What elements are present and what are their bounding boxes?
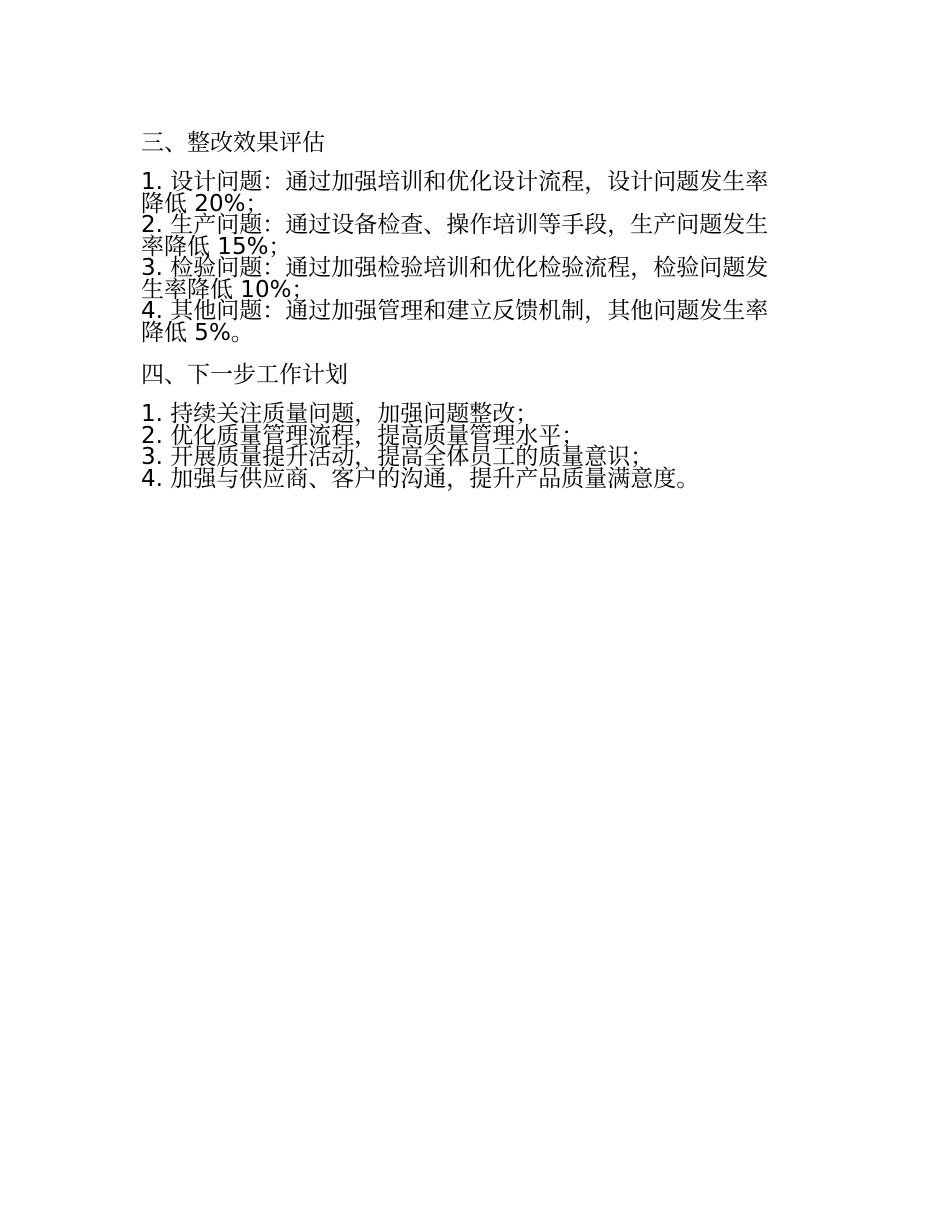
list-item: 2. 优化质量管理流程，提高质量管理水平； <box>141 422 585 449</box>
list-item: 3. 检验问题：通过加强检验培训和优化检验流程，检验问题发生率降低 10%； <box>141 255 769 303</box>
section-heading: 四、下一步工作计划 <box>141 362 348 388</box>
section-heading: 三、整改效果评估 <box>141 130 325 156</box>
list-item: 4. 其他问题：通过加强管理和建立反馈机制，其他问题发生率降低 5%。 <box>141 298 769 346</box>
list-item: 3. 开展质量提升活动，提高全体员工的质量意识； <box>141 444 654 470</box>
list-item: 4. 加强与供应商、客户的沟通，提升产品质量满意度。 <box>141 465 700 492</box>
list-item: 1. 设计问题：通过加强培训和优化设计流程，设计问题发生率降低 20%； <box>141 169 769 217</box>
list-item: 1. 持续关注质量问题，加强问题整改； <box>141 401 539 427</box>
effect-evaluation-list <box>141 169 791 346</box>
document-page <box>141 128 791 490</box>
list-item: 2. 生产问题：通过设备检查、操作培训等手段，生产问题发生率降低 15%； <box>141 212 769 260</box>
section-next-plan <box>141 360 791 490</box>
section-effect-evaluation <box>141 128 791 344</box>
next-plan-list <box>141 401 791 492</box>
